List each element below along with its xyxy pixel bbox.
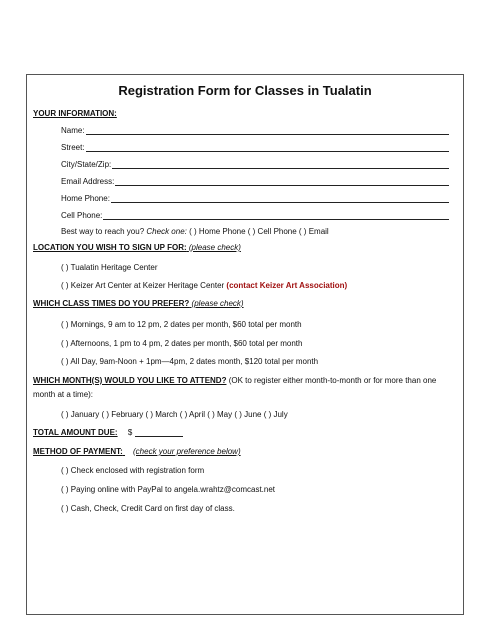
city-state-zip-field[interactable] [61, 160, 449, 169]
class-times-heading-text: WHICH CLASS TIMES DO YOU PREFER? [33, 299, 190, 308]
payment-note: (check your preference below) [133, 447, 241, 456]
city-state-zip-line[interactable] [112, 160, 449, 169]
location-option-keizer[interactable] [61, 281, 347, 290]
location-heading-text: LOCATION YOU WISH TO SIGN UP FOR: [33, 243, 187, 252]
location-option-keizer-label: ( ) Keizer Art Center at Keizer Heritage Center [61, 281, 225, 290]
dollar-sign: $ [127, 428, 133, 437]
best-way-label: Best way to reach you? [61, 227, 145, 236]
class-times-heading [33, 299, 244, 308]
email-field[interactable] [61, 177, 449, 186]
name-field[interactable] [61, 126, 449, 135]
time-option-afternoons[interactable]: ( ) Afternoons, 1 pm to 4 pm, 2 dates per month, $60 total per month [61, 339, 303, 348]
best-way-row [61, 227, 329, 236]
contact-method-options[interactable]: ( ) Home Phone ( ) Cell Phone ( ) Email [189, 227, 329, 236]
check-one-label: Check one: [146, 227, 187, 236]
total-amount-line[interactable] [135, 428, 183, 437]
street-line[interactable] [86, 143, 449, 152]
months-heading-note: (OK to register either month-to-month or for more than one month at a time): [33, 376, 437, 399]
home-phone-label: Home Phone: [61, 194, 110, 203]
class-times-note: (please check) [191, 299, 244, 308]
location-heading [33, 243, 241, 252]
months-heading-text: WHICH MONTH(S) WOULD YOU LIKE TO ATTEND? [33, 376, 227, 385]
email-label: Email Address: [61, 177, 115, 186]
payment-option-check[interactable]: ( ) Check enclosed with registration form [61, 466, 205, 475]
time-option-mornings[interactable]: ( ) Mornings, 9 am to 12 pm, 2 dates per month, $60 total per month [61, 320, 302, 329]
cell-phone-field[interactable] [61, 211, 449, 220]
name-label: Name: [61, 126, 85, 135]
form-title: Registration Form for Classes in Tualatin [118, 83, 372, 98]
payment-heading-text: METHOD OF PAYMENT: [33, 447, 123, 456]
cell-phone-label: Cell Phone: [61, 211, 103, 220]
city-state-zip-label: City/State/Zip: [61, 160, 112, 169]
street-field[interactable] [61, 143, 449, 152]
total-amount-heading: TOTAL AMOUNT DUE: [33, 428, 118, 437]
time-option-all-day[interactable]: ( ) All Day, 9am-Noon + 1pm—4pm, 2 dates month, $120 total per month [61, 357, 319, 366]
email-line[interactable] [115, 177, 449, 186]
payment-heading [33, 447, 241, 456]
month-options[interactable]: ( ) January ( ) February ( ) March ( ) April ( ) May ( ) June ( ) July [61, 410, 288, 419]
location-option-tualatin[interactable]: ( ) Tualatin Heritage Center [61, 263, 158, 272]
payment-option-cash[interactable]: ( ) Cash, Check, Credit Card on first day of class. [61, 504, 235, 513]
your-information-heading: YOUR INFORMATION: [33, 109, 117, 118]
registration-form [26, 74, 464, 615]
street-label: Street: [61, 143, 85, 152]
total-amount-row [33, 428, 183, 437]
name-line[interactable] [86, 126, 449, 135]
months-heading [33, 374, 457, 402]
payment-option-paypal[interactable]: ( ) Paying online with PayPal to angela.wrahtz@comcast.net [61, 485, 276, 494]
location-note: (please check) [188, 243, 241, 252]
cell-phone-line[interactable] [103, 211, 449, 220]
keizer-contact-note: (contact Keizer Art Association) [226, 281, 348, 290]
home-phone-line[interactable] [111, 194, 449, 203]
home-phone-field[interactable] [61, 194, 449, 203]
